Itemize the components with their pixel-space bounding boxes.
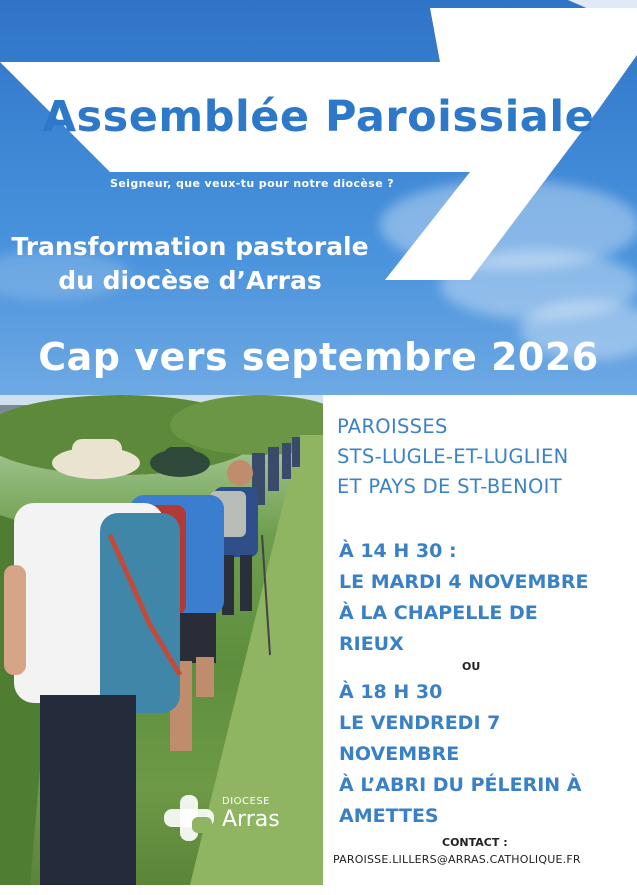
bottom-margin bbox=[0, 885, 637, 895]
session-2 bbox=[339, 677, 629, 832]
logo-small-text: DIOCESE bbox=[222, 796, 270, 807]
parishes-line: STS-LUGLE-ET-LUGLIEN bbox=[337, 445, 569, 468]
session-date: LE MARDI 4 NOVEMBRE bbox=[339, 571, 589, 593]
separator-or: OU bbox=[462, 660, 481, 673]
session-place: RIEUX bbox=[339, 633, 404, 655]
diocese-logo bbox=[162, 793, 302, 843]
contact-label: CONTACT : bbox=[442, 836, 508, 849]
cap-heading: Cap vers septembre 2026 bbox=[38, 335, 599, 379]
subtitle-line: Transformation pastorale bbox=[11, 232, 369, 261]
page-title: Assemblée Paroissiale bbox=[42, 92, 595, 142]
parishes-block bbox=[337, 412, 627, 502]
session-time: À 14 H 30 : bbox=[339, 540, 457, 562]
session-date: LE VENDREDI 7 bbox=[339, 712, 501, 734]
cross-icon bbox=[162, 793, 218, 843]
session-date: NOVEMBRE bbox=[339, 743, 460, 765]
session-1 bbox=[339, 536, 629, 660]
session-place: AMETTES bbox=[339, 805, 439, 827]
parishes-line: PAROISSES bbox=[337, 415, 448, 438]
session-place: À LA CHAPELLE DE bbox=[339, 602, 538, 624]
session-time: À 18 H 30 bbox=[339, 681, 443, 703]
contact-email[interactable]: PAROISSE.LILLERS@ARRAS.CATHOLIQUE.FR bbox=[333, 853, 581, 866]
subtitle-transformation bbox=[0, 230, 380, 298]
subtitle-line: du diocèse d’Arras bbox=[58, 266, 322, 295]
parishes-line: ET PAYS DE ST-BENOIT bbox=[337, 475, 562, 498]
logo-big-text: Arras bbox=[222, 807, 280, 832]
subtitle-question: Seigneur, que veux-tu pour notre diocèse ? bbox=[110, 177, 395, 190]
session-place: À L’ABRI DU PÉLERIN À bbox=[339, 774, 582, 796]
